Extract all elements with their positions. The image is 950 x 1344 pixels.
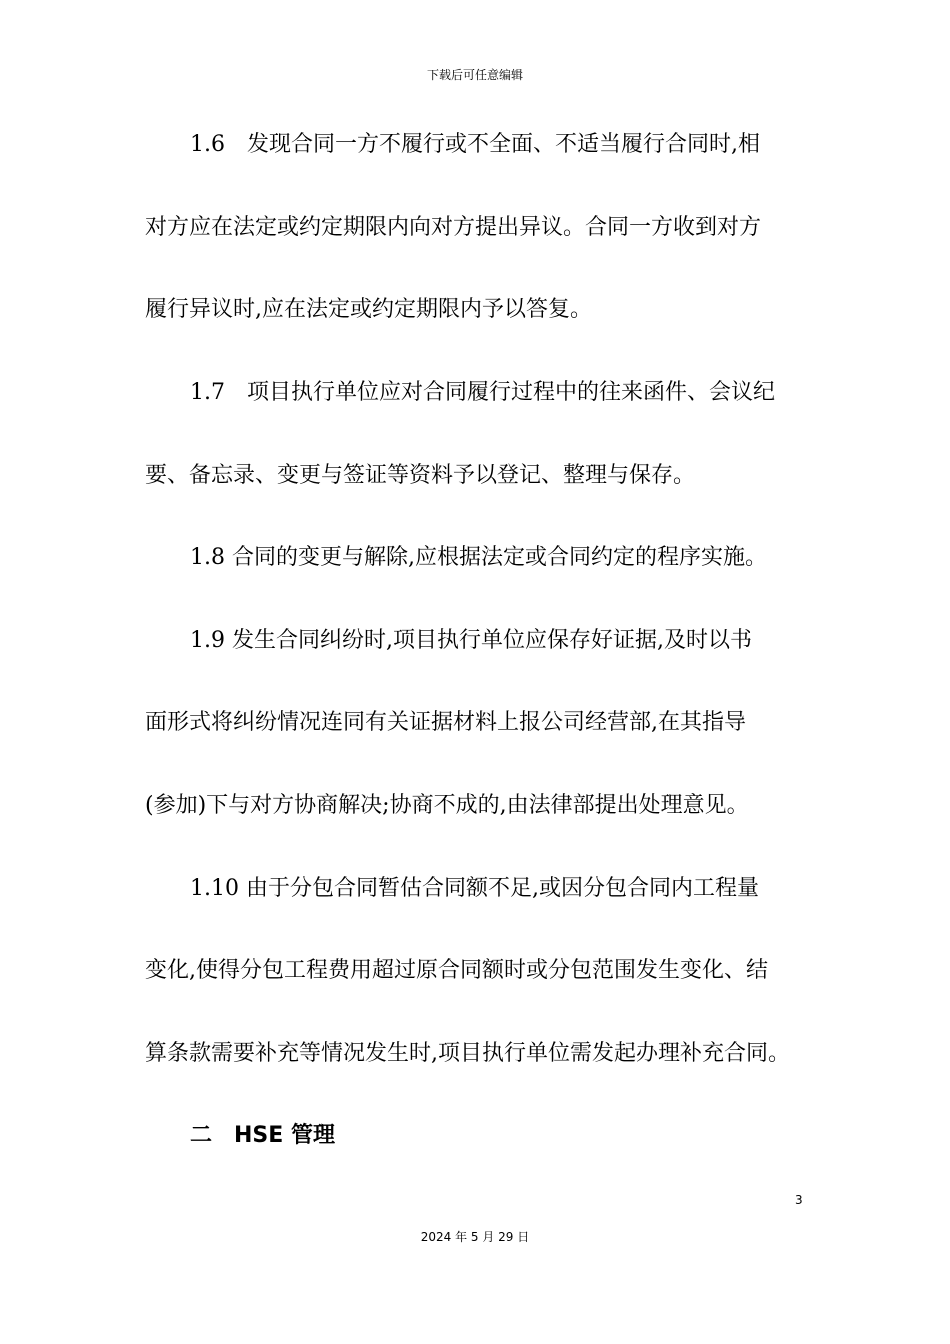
paragraph-line-1-9: 1.9 发生合同纠纷时,项目执行单位应保存好证据,及时以书 xyxy=(190,628,752,653)
paragraph-line: (参加)下与对方协商解决;协商不成的,由法律部提出处理意见。 xyxy=(145,793,749,818)
page-header: 下载后可任意编辑 xyxy=(426,68,523,82)
paragraph-line: 要、备忘录、变更与签证等资料予以登记、整理与保存。 xyxy=(145,463,696,488)
paragraph-line: 算条款需要补充等情况发生时,项目执行单位需发起办理补充合同。 xyxy=(145,1041,790,1066)
paragraph-line: 对方应在法定或约定期限内向对方提出异议。合同一方收到对方 xyxy=(145,215,762,240)
page-number: 3 xyxy=(795,1193,803,1207)
paragraph-line-1-10: 1.10 由于分包合同暂估合同额不足,或因分包合同内工程量 xyxy=(190,876,759,901)
section-heading: 二 HSE 管理 xyxy=(190,1123,335,1148)
paragraph-line-1-6: 1.6 发现合同一方不履行或不全面、不适当履行合同时,相 xyxy=(190,132,760,157)
paragraph-line-1-8: 1.8 合同的变更与解除,应根据法定或合同约定的程序实施。 xyxy=(190,545,767,570)
paragraph-line: 面形式将纠纷情况连同有关证据材料上报公司经营部,在其指导 xyxy=(145,710,746,735)
footer-date: 2024 年 5 月 29 日 xyxy=(420,1230,530,1244)
paragraph-line: 变化,使得分包工程费用超过原合同额时或分包范围发生变化、结 xyxy=(145,958,768,983)
paragraph-line: 履行异议时,应在法定或约定期限内予以答复。 xyxy=(145,297,592,322)
paragraph-line-1-7: 1.7 项目执行单位应对合同履行过程中的往来函件、会议纪 xyxy=(190,380,775,405)
